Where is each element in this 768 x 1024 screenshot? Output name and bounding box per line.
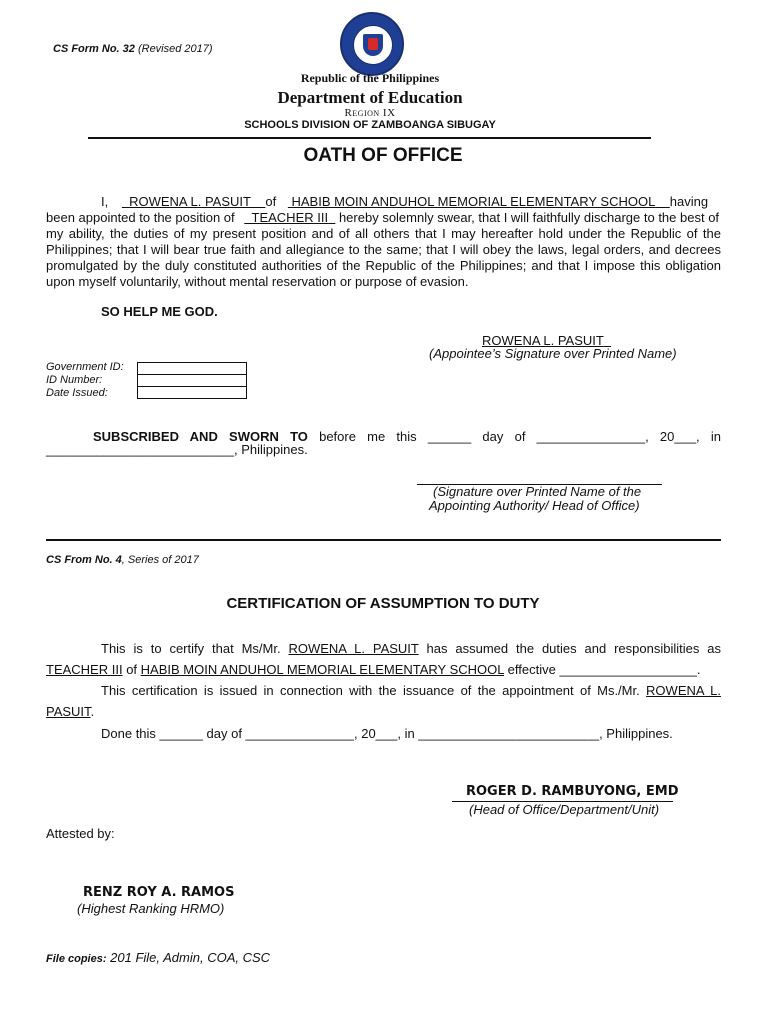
oath-appointee-name (122, 194, 266, 209)
cert-l2-school: HABIB MOIN ANDUHOL MEMORIAL ELEMENTARY SCHOOL (140, 662, 505, 677)
oath-i: I, (101, 194, 109, 209)
so-help-me-god: SO HELP ME GOD. (101, 304, 218, 319)
cert-l1-post: has assumed the duties and responsibilities as (426, 641, 721, 656)
form-number-code: CS Form No. 32 (53, 43, 135, 55)
file-copies-value: 201 File, Admin, COA, CSC (106, 950, 271, 965)
oath-school (288, 194, 670, 209)
cert-l3-pre: This certification is issued in connection with the issuance of the appointment of Ms./Mr. (101, 683, 640, 698)
oath-line-1 (46, 194, 721, 210)
appointee-printed-name-text: ROWENA L. PASUIT (482, 333, 604, 348)
department-name: Department of Education (277, 88, 463, 107)
government-id-field[interactable] (138, 363, 247, 375)
oath-appointee-name-text: ROWENA L. PASUIT (129, 194, 251, 209)
head-of-office-name: ROGER D. RAMBUYONG, EMD (466, 784, 679, 799)
oath-position-post: hereby solemnly swear, that I will faithfully discharge to the best of (338, 210, 720, 225)
file-copies-label: File copies: (46, 953, 107, 965)
cert-title: CERTIFICATION OF ASSUMPTION TO DUTY (226, 595, 540, 612)
oath-of: of (265, 194, 277, 209)
oath-title: OATH OF OFFICE (303, 145, 463, 166)
authority-caption-2: Appointing Authority/ Head of Office) (429, 498, 640, 513)
cert-l1-pre: This is to certify that Ms/Mr. (101, 641, 281, 656)
oath-line-5: promulgated by the duly constituted authorities of the Republic of the Philippines; and that I impose this obligation (46, 258, 721, 273)
cert-line-2 (46, 662, 700, 677)
oath-school-text: HABIB MOIN ANDUHOL MEMORIAL ELEMENTARY SCHOOL (291, 194, 656, 209)
division-line: SCHOOLS DIVISION OF ZAMBOANGA SIBUGAY (244, 119, 496, 131)
cert-l1-name: ROWENA L. PASUIT (288, 641, 419, 656)
form-number-revision: (Revised 2017) (134, 43, 213, 55)
oath-line-6: upon myself voluntarily, without mental reservation or purpose of evasion. (46, 274, 469, 289)
oath-position (244, 210, 335, 225)
republic-line: Republic of the Philippines (300, 71, 440, 85)
cert-l3-name: ROWENA L. (646, 683, 721, 698)
form-number (53, 43, 213, 55)
subscribed-rest: before me this ______ day of _______________, 20___, in (319, 429, 721, 444)
subscribed-line-2: __________________________, Philippines. (46, 442, 308, 457)
government-id-label: Government ID: (46, 361, 124, 373)
id-number-field[interactable] (138, 375, 247, 387)
id-fields (137, 362, 247, 399)
hrmo-caption: (Highest Ranking HRMO) (77, 901, 225, 916)
oath-position-pre: been appointed to the position of (46, 210, 235, 225)
cert-l2-position: TEACHER III (46, 662, 123, 677)
deped-seal-icon (340, 12, 404, 76)
cert-line-1 (101, 641, 721, 656)
authority-caption-1: (Signature over Printed Name of the (433, 484, 642, 499)
oath-having: having (669, 194, 709, 209)
header-divider (88, 137, 651, 139)
cert-l4-name: PASUIT (46, 704, 91, 719)
section-divider (46, 539, 721, 541)
oath-position-text: TEACHER III (251, 210, 329, 225)
oath-line-2 (46, 210, 721, 226)
cert-l2-of: of (126, 662, 138, 677)
hrmo-name: RENZ ROY A. RAMOS (83, 885, 235, 900)
date-issued-field[interactable] (138, 387, 247, 399)
id-number-label: ID Number: (46, 374, 103, 386)
region-line: Region IX (344, 107, 396, 119)
id-labels (46, 361, 124, 400)
cert-line-4 (46, 704, 94, 719)
cert-l2-post: effective ___________________. (507, 662, 701, 677)
cert-form-number (46, 554, 199, 566)
cert-l4-post: . (90, 704, 95, 719)
attested-by-label: Attested by: (46, 826, 115, 841)
cert-form-number-series: , Series of 2017 (121, 554, 199, 566)
appointee-caption: (Appointee’s Signature over Printed Name) (429, 346, 677, 361)
date-issued-label: Date Issued: (46, 387, 108, 399)
cert-line-3 (101, 683, 721, 698)
cert-form-number-code: CS From No. 4 (46, 554, 122, 566)
cert-line-5: Done this ______ day of _______________, 20___, in _________________________, Philippines. (101, 726, 673, 741)
oath-line-4: Philippines; that I will bear true faith and allegiance to the same; that I will obey the laws, legal orders, and decrees (46, 242, 721, 257)
oath-line-3: my ability, the duties of my present position and of all others that I may hereafter hold under the Republic of the (46, 226, 721, 241)
file-copies (46, 950, 270, 965)
head-of-office-caption: (Head of Office/Department/Unit) (469, 802, 660, 817)
subscribed-bold: SUBSCRIBED AND SWORN TO (93, 429, 308, 444)
